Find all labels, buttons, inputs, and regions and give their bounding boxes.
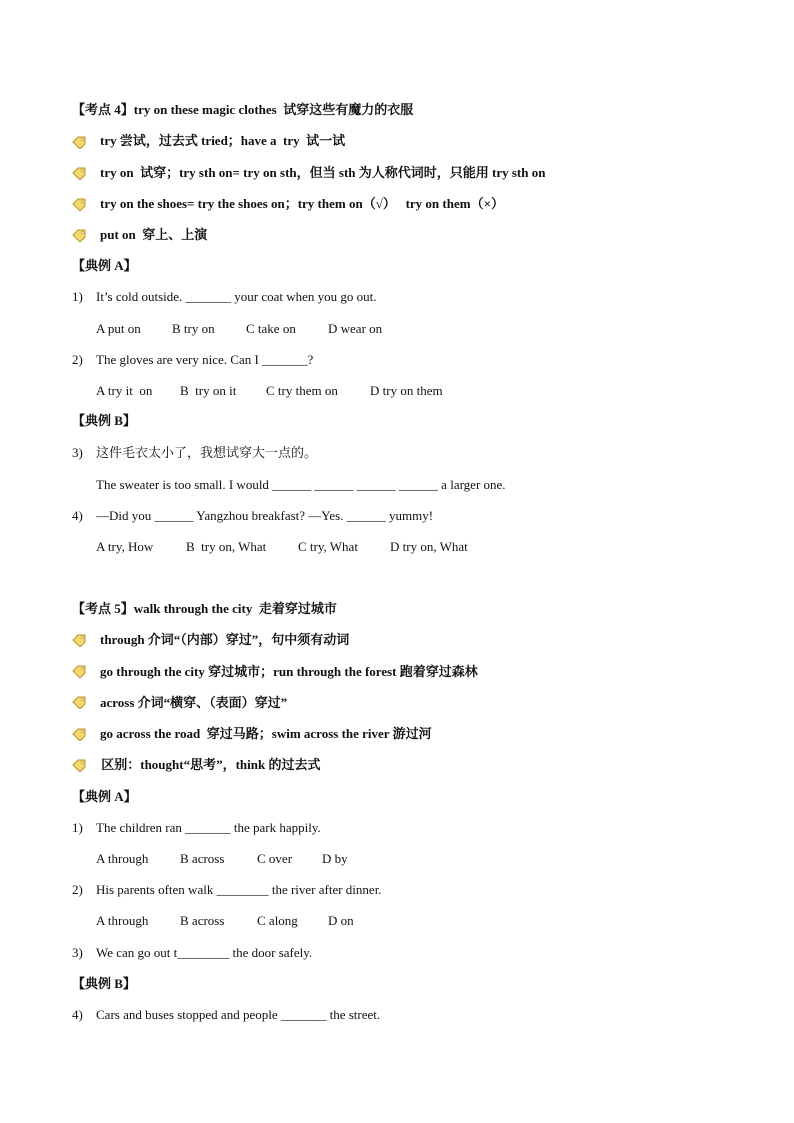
option: C along	[257, 913, 298, 928]
section4-bullet: try on 试穿；try sth on= try on sth，但当 sth 为人称代词时，只能用 try sth on	[100, 165, 546, 180]
section5-bullet: go through the city 穿过城市；run through the forest 跑着穿过森林	[100, 664, 478, 679]
section4-bullet: put on 穿上、上演	[100, 227, 208, 242]
option: D try on them	[370, 383, 443, 398]
option: B try on, What	[186, 539, 267, 554]
question-number: 4)	[72, 508, 83, 523]
question-number: 3)	[72, 445, 83, 460]
section5-heading: 【考点 5】walk through the city 走着穿过城市	[72, 601, 337, 616]
question-number: 4)	[72, 1007, 83, 1022]
option: B across	[180, 913, 225, 928]
tag-icon	[72, 758, 86, 772]
question-number: 2)	[72, 882, 83, 897]
option: A through	[96, 851, 149, 866]
example-b-title: 【典例 B】	[72, 976, 136, 991]
option: D by	[322, 851, 348, 866]
tag-icon	[72, 727, 86, 741]
section5-bullet: through 介词“（内部）穿过”，句中须有动词	[100, 632, 350, 647]
option: A put on	[96, 321, 141, 336]
tag-icon	[72, 135, 86, 149]
option: C take on	[246, 321, 296, 336]
answer-line: The sweater is too small. I would ______ ______ ______ ______ a larger one.	[96, 477, 506, 492]
section5-bullet: go across the road 穿过马路；swim across the river 游过河	[100, 726, 432, 741]
tag-icon	[72, 228, 86, 242]
question-text: The children ran _______ the park happily.	[96, 820, 321, 835]
question-number: 1)	[72, 289, 83, 304]
tag-icon	[72, 633, 86, 647]
tag-icon	[72, 166, 86, 180]
option: C try, What	[298, 539, 358, 554]
question-number: 1)	[72, 820, 83, 835]
question-number: 3)	[72, 945, 83, 960]
question-text: Cars and buses stopped and people _______ the street.	[96, 1007, 381, 1022]
option: D wear on	[328, 321, 383, 336]
tag-icon	[72, 664, 86, 678]
option: A through	[96, 913, 149, 928]
option: C over	[257, 851, 293, 866]
option: C try them on	[266, 383, 338, 398]
question-number: 2)	[72, 352, 83, 367]
example-a-title: 【典例 A】	[72, 789, 137, 804]
question-text: The gloves are very nice. Can I _______?	[96, 352, 314, 367]
option: B across	[180, 851, 225, 866]
section4-bullet: try 尝试，过去式 tried；have a try 试一试	[100, 133, 346, 148]
option: B try on	[172, 321, 215, 336]
option: A try it on	[96, 383, 153, 398]
option: A try, How	[96, 539, 154, 554]
option: D try on, What	[390, 539, 468, 554]
tag-icon	[72, 695, 86, 709]
section5-bullet: 区别：thought“思考”，think 的过去式	[98, 757, 321, 772]
question-text: —Did you ______ Yangzhou breakfast? —Yes. ______ yummy!	[96, 508, 434, 523]
example-b-title: 【典例 B】	[72, 413, 136, 428]
option: B try on it	[180, 383, 237, 398]
section4-heading: 【考点 4】try on these magic clothes 试穿这些有魔力的衣服	[72, 102, 414, 117]
question-text: 这件毛衣太小了，我想试穿大一点的。	[96, 445, 318, 460]
example-a-title: 【典例 A】	[72, 258, 137, 273]
question-text: His parents often walk ________ the river after dinner.	[96, 882, 382, 897]
question-text: It’s cold outside. _______ your coat when you go out.	[96, 289, 377, 304]
section4-bullet: try on the shoes= try the shoes on；try them on（√） try on them（×）	[100, 196, 504, 211]
section5-bullet: across 介词“横穿、（表面）穿过”	[100, 695, 288, 710]
question-text: We can go out t________ the door safely.	[96, 945, 313, 960]
option: D on	[328, 913, 354, 928]
tag-icon	[72, 197, 86, 211]
